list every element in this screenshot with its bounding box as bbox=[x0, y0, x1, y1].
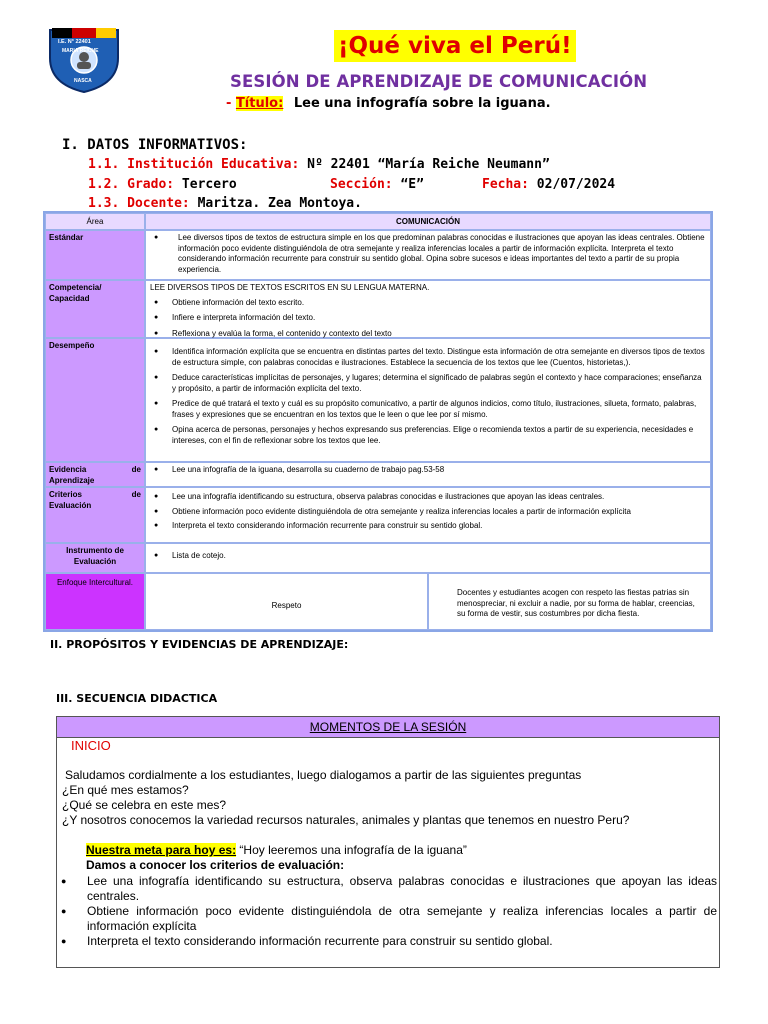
enfoque-label: Enfoque Intercultural. bbox=[45, 573, 145, 630]
logo-text-bottom: NASCA bbox=[74, 78, 92, 84]
criterio-item: ● Obtiene información poco evidente distinguiéndola de otra semejante y realiza inferencias locales a partir de información explícita bbox=[150, 507, 706, 518]
criterios-intro: Damos a conocer los criterios de evaluación: bbox=[86, 858, 345, 872]
criterios-label-c: Evaluación bbox=[49, 500, 92, 510]
subtitle-label: Título: bbox=[235, 96, 284, 111]
info-seccion bbox=[330, 177, 424, 192]
info-fecha bbox=[482, 177, 615, 192]
docente-value: Maritza. Zea Montoya. bbox=[197, 196, 362, 211]
banner-title: ¡Qué viva el Perú! bbox=[334, 30, 576, 62]
info-institucion bbox=[88, 157, 550, 172]
estandar-text: ● Lee diversos tipos de textos de estructura simple en los que predominan palabras conocidas e ilustraciones que apoyan las ideas centrales. Obtiene información poco evidente distinguiéndola de otra semejante y realiza inferencias locales a partir de información explícita. Interpreta el texto considerando información recurrente para construir su sentido global. Opina sobre sucesos e ideas importantes del texto a partir de su propia experiencia. bbox=[150, 233, 706, 275]
logo-text-top: I.E. N° 22401 bbox=[58, 39, 91, 45]
desempeno-label: Desempeño bbox=[45, 338, 145, 462]
capacidad-item: ● Obtiene información del texto escrito. bbox=[150, 298, 706, 309]
desempeno-item: ● Deduce características implícitas de personajes, y lugares; determina el significado de palabras según el contexto y hace comparaciones; enseñanza y propósito, a partir de información explícita del texto. bbox=[150, 373, 706, 394]
fecha-value: 02/07/2024 bbox=[536, 177, 616, 192]
momentos-header: MOMENTOS DE LA SESIÓN bbox=[57, 717, 719, 738]
competencia-label: Competencia/ Capacidad bbox=[45, 280, 145, 338]
criterio-item: ● Lee una infografía identificando su estructura, observa palabras conocidas e ilustraciones que apoyan las ideas centrales. bbox=[150, 492, 706, 503]
instrumento-text: ● Lista de cotejo. bbox=[150, 551, 706, 562]
momento-criterio: ● Obtiene información poco evidente distinguiéndola de otra semejante y realiza inferencias locales a partir de información explícita bbox=[57, 904, 717, 934]
momento-criterio: ● Interpreta el texto considerando información recurrente para construir su sentido global. bbox=[57, 934, 717, 949]
subtitle-dash: - bbox=[226, 96, 232, 111]
meta-text: “Hoy leeremos una infografía de la iguana” bbox=[239, 843, 467, 857]
momentos-box bbox=[56, 716, 720, 968]
capacidad-item: ● Reflexiona y evalúa la forma, el contenido y contexto del texto bbox=[150, 329, 706, 340]
question-1: ¿En qué mes estamos? bbox=[62, 783, 189, 797]
section-datos-heading: I. DATOS INFORMATIVOS: bbox=[62, 137, 248, 153]
grado-label: 1.2. Grado: bbox=[88, 177, 175, 192]
capacidad-item: ● Infiere e interpreta información del texto. bbox=[150, 313, 706, 324]
instrumento-cell bbox=[145, 543, 711, 573]
criterios-label-b: de bbox=[131, 490, 141, 499]
evidencia-label-b: de bbox=[131, 465, 141, 474]
criterios-label bbox=[45, 487, 145, 543]
section-secuencia-heading: III. SECUENCIA DIDACTICA bbox=[56, 692, 218, 705]
meta-line bbox=[86, 843, 467, 858]
momento-criterio: ● Lee una infografía identificando su estructura, observa palabras conocidas e ilustraciones que apoyan las ideas centrales. bbox=[57, 874, 717, 904]
info-grado bbox=[88, 177, 237, 192]
ie-value: Nº 22401 “María Reiche Neumann” bbox=[307, 157, 550, 172]
question-3: ¿Y nosotros conocemos la variedad recursos naturales, animales y plantas que tenemos en nuestro Peru? bbox=[62, 813, 630, 827]
competencia-title: LEE DIVERSOS TIPOS DE TEXTOS ESCRITOS EN SU LENGUA MATERNA. bbox=[150, 283, 430, 292]
fecha-label: Fecha: bbox=[482, 177, 529, 192]
desempeno-item: ● Identifica información explícita que se encuentra en distintas partes del texto. Distingue esta información de otra semejante en diversos tipos de textos de estructura simple, con palabras conocidas e ilustraciones. Establece la secuencia de los textos que lee (Cuentos, historietas,). bbox=[150, 347, 706, 368]
datos-table bbox=[43, 211, 713, 632]
area-value: COMUNICACIÓN bbox=[145, 213, 711, 230]
seccion-label: Sección: bbox=[330, 177, 393, 192]
ie-label: 1.1. Institución Educativa: bbox=[88, 157, 300, 172]
criterios-label-a: Criterios bbox=[49, 490, 82, 499]
estandar-label: Estándar bbox=[45, 230, 145, 280]
evidencia-cell bbox=[145, 462, 711, 487]
grado-value: Tercero bbox=[181, 177, 237, 192]
area-label: Área bbox=[45, 213, 145, 230]
question-2: ¿Qué se celebra en este mes? bbox=[62, 798, 227, 812]
meta-label: Nuestra meta para hoy es: bbox=[86, 843, 237, 857]
competencia-cell bbox=[145, 280, 711, 338]
docente-label: 1.3. Docente: bbox=[88, 196, 190, 211]
school-logo bbox=[44, 24, 124, 94]
instrumento-label: Instrumento de Evaluación bbox=[45, 543, 145, 573]
enfoque-desc: Docentes y estudiantes acogen con respeto las fiestas patrias sin menospreciar, ni excluir a nadie, por su forma de hablar, creencias, su forma de vestir, sus costumbres por dicha fiesta. bbox=[428, 573, 711, 630]
inicio-label: INICIO bbox=[71, 738, 111, 753]
section-propositos-heading: II. PROPÓSITOS Y EVIDENCIAS DE APRENDIZAJE: bbox=[50, 638, 349, 651]
desempeno-item: ● Opina acerca de personas, personajes y hechos expresando sus preferencias. Elige o recomienda textos a partir de su experiencia, necesidades e intereses, con el fin de reflexionar sobre los textos que lee. bbox=[150, 425, 706, 446]
info-docente bbox=[88, 196, 362, 211]
seccion-value: “E” bbox=[400, 177, 424, 192]
criterios-cell bbox=[145, 487, 711, 543]
evidencia-label bbox=[45, 462, 145, 487]
session-title: SESIÓN DE APRENDIZAJE DE COMUNICACIÓN bbox=[230, 72, 648, 91]
evidencia-label-c: Aprendizaje bbox=[49, 475, 95, 485]
evidencia-label-a: Evidencia bbox=[49, 465, 87, 474]
session-subtitle bbox=[226, 96, 551, 111]
logo-text-middle: MARIA REICHE bbox=[62, 48, 99, 54]
desempeno-item: ● Predice de qué tratará el texto y cuál es su propósito comunicativo, a partir de algunos indicios, como título, ilustraciones, silueta, formato, palabras, frases y expresiones que se encuentran en los textos que le leen o que lee por sí mismo. bbox=[150, 399, 706, 420]
intro-text: Saludamos cordialmente a los estudiantes, luego dialogamos a partir de las siguientes preguntas bbox=[65, 768, 582, 782]
estandar-cell bbox=[145, 230, 711, 280]
momentos-criterios bbox=[57, 874, 717, 949]
criterio-item: ● Interpreta el texto considerando información recurrente para construir su sentido global. bbox=[150, 521, 706, 532]
evidencia-text: ● Lee una infografía de la iguana, desarrolla su cuaderno de trabajo pag.53-58 bbox=[150, 465, 706, 476]
enfoque-valor: Respeto bbox=[145, 573, 428, 630]
desempeno-cell bbox=[145, 338, 711, 462]
subtitle-text: Lee una infografía sobre la iguana. bbox=[293, 96, 551, 111]
